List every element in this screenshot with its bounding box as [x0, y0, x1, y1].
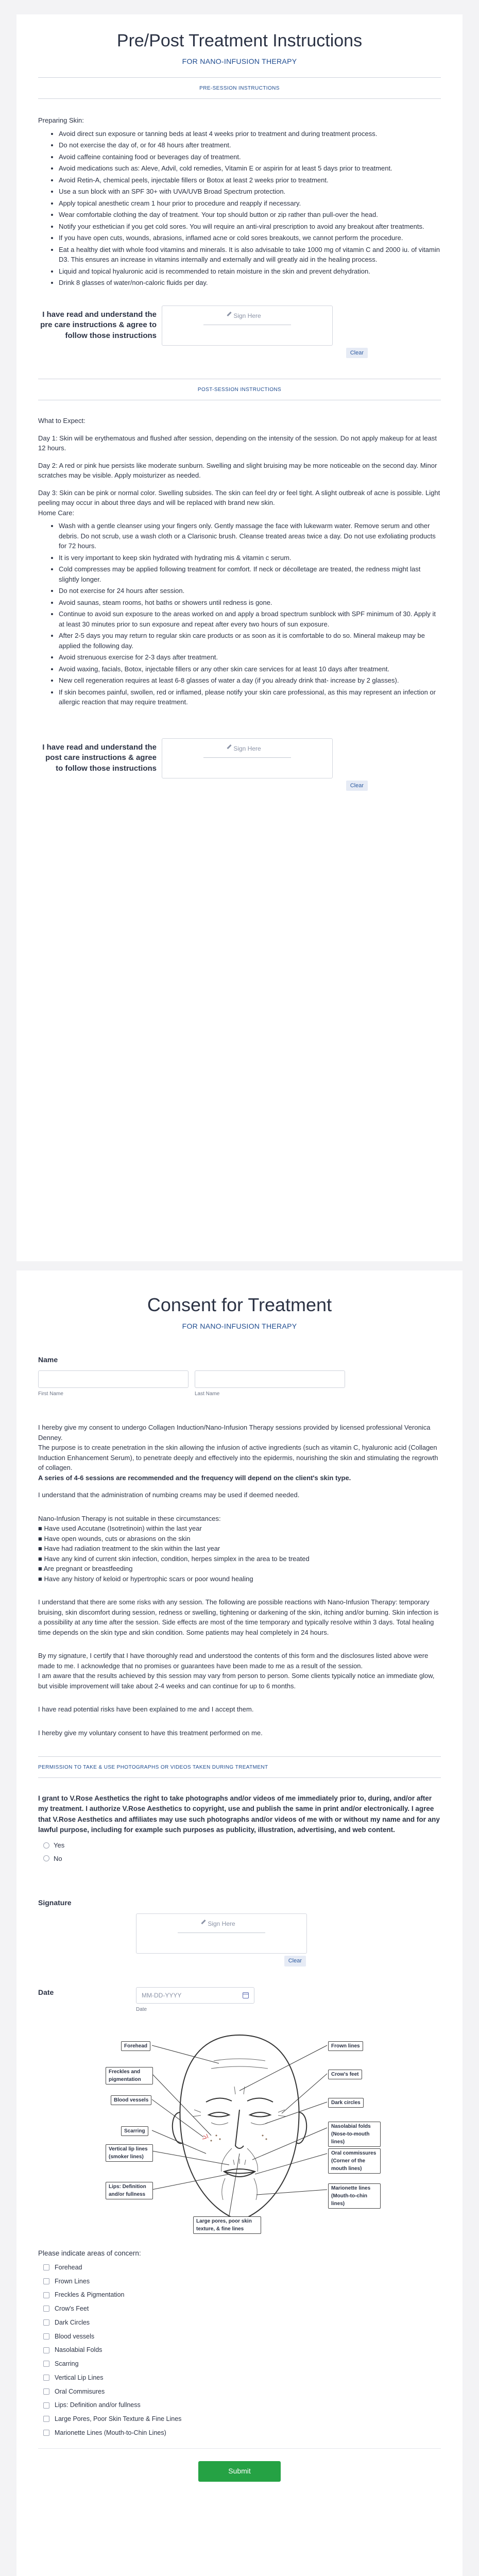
post-signature-pad[interactable] — [162, 738, 333, 778]
label-freckles: Freckles and pigmentation — [106, 2067, 153, 2084]
label-scarring: Scarring — [121, 2126, 148, 2136]
name-label: Name — [38, 1355, 58, 1364]
post-instruction-item: • Wash with a gentle cleanser using your fingers only. Gently massage the face with lukewarm water. Remove serum and other debris. Do not scrub, use a wash cloth or a Clarisonic brush. Cleanse treated areas twice a day. Do not use exfoliating products for 72 hours. — [59, 521, 441, 551]
page-title: Pre/Post Treatment Instructions — [116, 31, 363, 50]
post-instructions-list — [38, 521, 441, 707]
pre-session-header: PRE-SESSION INSTRUCTIONS — [38, 77, 441, 99]
concern-checkbox[interactable] — [43, 2347, 49, 2353]
concern-option-label: Forehead — [55, 2263, 82, 2271]
pre-instruction-item: • Use a sun block with an SPF 30+ with UVA/UVB Broad Spectrum protection. — [59, 187, 441, 197]
signature-line — [203, 757, 291, 758]
date-sublabel: Date — [136, 2006, 147, 2012]
pre-signature-pad[interactable] — [162, 306, 333, 346]
first-name-sublabel: First Name — [38, 1391, 63, 1397]
concern-option[interactable] — [43, 2277, 441, 2286]
day-2-text: Day 2: A red or pink hue persists like moderate sunburn. Swelling and slight bruising may be more noticeable on the second day. Minor scratches may be visible. Apply moisturizer as needed. — [38, 461, 437, 479]
concern-checkbox[interactable] — [43, 2388, 49, 2395]
radio-yes[interactable] — [43, 1842, 49, 1849]
photo-permission-header: PERMISSION TO TAKE & USE PHOTOGRAPHS OR VIDEOS TAKEN DURING TREATMENT — [38, 1756, 441, 1778]
concern-label: Please indicate areas of concern: — [38, 2249, 141, 2257]
concern-checkbox[interactable] — [43, 2306, 49, 2312]
post-instruction-item: • If skin becomes painful, swollen, red or inflamed, please notify your skin care professional, as this may represent an infection or allergic reaction that may require treatment. — [59, 687, 441, 707]
pre-instruction-item: • Notify your esthetician if you get cold sores. You will require an anti-viral prescription to avoid any breakout after treatments. — [59, 222, 441, 232]
radio-no[interactable] — [43, 1855, 49, 1861]
concern-checkbox[interactable] — [43, 2292, 49, 2298]
post-instruction-item: • Cold compresses may be applied following treatment for comfort. If neck or décolletage are treated, the redness might last slightly longer. — [59, 564, 441, 584]
concern-option-label: Scarring — [55, 2360, 79, 2367]
concern-option[interactable] — [43, 2387, 441, 2397]
day-1-text: Day 1: Skin will be erythematous and flushed after session, depending on the intensity of the session. Do not apply makeup for at least 12 hours. — [38, 434, 437, 452]
concern-option[interactable] — [43, 2318, 441, 2328]
pre-instruction-item: • Drink 8 glasses of water/non-caloric fluids per day. — [59, 278, 441, 288]
post-instruction-item: • Do not exercise for 24 hours after session. — [59, 586, 441, 596]
concern-checkbox[interactable] — [43, 2319, 49, 2326]
concern-option[interactable] — [43, 2400, 441, 2410]
calendar-icon[interactable] — [243, 1992, 249, 1998]
consent-p6: By my signature, I certify that I have thoroughly read and understood the contents of this form and the disclosures listed above were made to me. I acknowledge that no promises or guarantees have been made to me as a result of the session. — [38, 1652, 429, 1670]
consent-p8: I have read potential risks have been explained to me and I accept them. — [38, 1705, 254, 1713]
consent-card — [16, 1261, 463, 2576]
concern-option[interactable] — [43, 2332, 441, 2342]
consent-p2: The purpose is to create penetration in the skin allowing the infusion of active ingredients (such as vitamin C, hyaluronic acid (Collagen Induction Enhancement Serum), to penetrate deeply and effectively into the epidermis, nourishing the skin and stimulating the regrowth of collagen. — [38, 1444, 438, 1471]
concern-option[interactable] — [43, 2263, 441, 2273]
concern-checkbox[interactable] — [43, 2264, 49, 2270]
pre-instruction-item: • Do not exercise the day of, or for 48 hours after treatment. — [59, 140, 441, 150]
concern-option[interactable] — [43, 2345, 441, 2355]
label-forehead: Forehead — [121, 2041, 150, 2051]
consent-p3: A series of 4-6 sessions are recommended and the frequency will depend on the client's skin type. — [38, 1473, 351, 1482]
concern-option-label: Large Pores, Poor Skin Texture & Fine Lines — [55, 2415, 182, 2422]
expect-heading: What to Expect: — [38, 417, 85, 425]
post-clear-button[interactable]: Clear — [346, 781, 368, 791]
concern-option[interactable] — [43, 2359, 441, 2369]
pre-instruction-item: • Avoid medications such as: Aleve, Advil, cold remedies, Vitamin E or aspirin for at least 5 days prior to treatment. — [59, 163, 441, 174]
consent-p4: I understand that the administration of numbing creams may be used if deemed needed. — [38, 1491, 300, 1499]
concern-option[interactable] — [43, 2428, 441, 2438]
pre-instruction-item: • Wear comfortable clothing the day of treatment. Your top should button or zip rather than pull-over the head. — [59, 210, 441, 220]
consent-subtitle: FOR NANO-INFUSION THERAPY — [182, 1322, 297, 1330]
concern-option[interactable] — [43, 2373, 441, 2383]
post-instruction-item: • Continue to avoid sun exposure to the areas worked on and apply a broad spectrum sunblock with SPF minimum of 30. Apply it at least 30 minutes prior to sun exposure and repeat after every two hours of sun exposure. — [59, 609, 441, 629]
concern-option[interactable] — [43, 2414, 441, 2424]
concern-checkbox[interactable] — [43, 2416, 49, 2422]
concern-option-label: Lips: Definition and/or fullness — [55, 2401, 141, 2409]
contraindication-list — [38, 1523, 441, 1584]
pre-signature-label: I have read and understand the pre care instructions & agree to follow those instructions — [40, 310, 157, 340]
pre-instruction-item: • Avoid caffeine containing food or beverages day of treatment. — [59, 152, 441, 162]
day-3-text: Day 3: Skin can be pink or normal color. Swelling subsides. The skin can feel dry or feel tight. A slight outbreak of acne is possible. Light peeling may occur in about three days and will be replaced with brand new skin. — [38, 488, 440, 506]
consent-p5: I understand that there are some risks with any session. The following are possible reactions with Nano-Infusion Therapy: temporary bruising, skin discomfort during session, redness or swelling, tightening or darkening of the skin, itching and/or burning. Skin infection is a possibility at any time after the session. Side effects are most of the time temporary and typically resolve within 3 days. Total healing time depends on the skin type and skin condition. Some patients may heal completely in 24 hours. — [38, 1598, 439, 1636]
last-name-input[interactable] — [195, 1370, 345, 1388]
contraindication-item: ■ Have open wounds, cuts or abrasions on the skin — [38, 1534, 191, 1543]
pre-signature-row — [38, 306, 441, 346]
no-label: No — [54, 1854, 62, 1862]
label-nasolabial: Nasolabial folds (Nose-to-mouth lines) — [328, 2122, 381, 2147]
home-care-heading: Home Care: — [38, 509, 75, 517]
concern-checklist — [43, 2263, 441, 2438]
pre-instruction-item: • Apply topical anesthetic cream 1 hour prior to procedure and reapply if necessary. — [59, 198, 441, 209]
submit-button[interactable]: Submit — [198, 2461, 281, 2482]
date-input[interactable] — [136, 1987, 254, 2004]
label-vertical-lip: Vertical lip lines (smoker lines) — [106, 2144, 153, 2162]
label-blood-vessels: Blood vessels — [111, 2095, 151, 2105]
first-name-input[interactable] — [38, 1370, 189, 1388]
label-lips: Lips: Definition and/or fullness — [106, 2182, 153, 2199]
date-placeholder: MM-DD-YYYY — [142, 1991, 182, 1999]
page-subtitle: FOR NANO-INFUSION THERAPY — [182, 57, 297, 65]
label-dark-circles: Dark circles — [328, 2098, 364, 2108]
post-instruction-item: • After 2-5 days you may return to regular skin care products or as soon as it is comfortable to do so. Mineral makeup may be applied the following day. — [59, 631, 441, 651]
prep-heading: Preparing Skin: — [38, 116, 84, 124]
label-frown-lines: Frown lines — [328, 2041, 363, 2051]
face-diagram — [85, 2025, 394, 2241]
concern-option[interactable] — [43, 2304, 441, 2314]
consent-title: Consent for Treatment — [147, 1294, 332, 1315]
concern-option[interactable] — [43, 2290, 441, 2300]
photo-no-option[interactable] — [43, 1854, 441, 1864]
concern-option-label: Oral Commisures — [55, 2387, 105, 2395]
concern-checkbox[interactable] — [43, 2361, 49, 2367]
label-crows-feet: Crow's feet — [328, 2070, 362, 2079]
not-suitable-heading: Nano-Infusion Therapy is not suitable in these circumstances: — [38, 1514, 221, 1522]
post-signature-label: I have read and understand the post care instructions & agree to follow those instructions — [42, 743, 157, 773]
consent-p9: I hereby give my voluntary consent to have this treatment performed on me. — [38, 1728, 263, 1737]
pre-clear-button[interactable]: Clear — [346, 348, 368, 359]
pre-instruction-item: • Avoid Retin-A, chemical peels, injectable fillers or Botox at least 2 weeks prior to treatment. — [59, 175, 441, 185]
treatment-card — [16, 14, 463, 1261]
pre-instructions-list — [38, 129, 441, 288]
concern-option-label: Dark Circles — [55, 2318, 90, 2326]
post-instruction-item: • Avoid strenuous exercise for 2-3 days after treatment. — [59, 652, 441, 663]
concern-checkbox[interactable] — [43, 2375, 49, 2381]
concern-option-label: Vertical Lip Lines — [55, 2374, 104, 2381]
pre-instruction-item: • Eat a healthy diet with whole food vitamins and minerals. It is also advisable to take 1000 mg of vitamin C and 2000 iu. of vitamin D3. This ensures an increase in vitamins internally and externally and will greatly aid in the healing process. — [59, 245, 441, 265]
label-oral-commissures: Oral commissures (Corner of the mouth lines) — [328, 2148, 381, 2174]
pre-instruction-item: • Liquid and topical hyaluronic acid is recommended to retain moisture in the skin and prevent dehydration. — [59, 266, 441, 277]
sign-here-label: Sign Here — [233, 312, 261, 319]
concern-checkbox[interactable] — [43, 2333, 49, 2340]
post-signature-row — [38, 738, 441, 778]
consent-clear-button[interactable]: Clear — [284, 1956, 306, 1967]
concern-checkbox[interactable] — [43, 2278, 49, 2284]
photo-yes-option[interactable] — [43, 1840, 441, 1851]
consent-p7: I am aware that the results achieved by this session may vary from person to person. Some clients typically notice an immediate glow, but visible improvement will take about 2-4 weeks and can continue for up to 6 months. — [38, 1672, 435, 1690]
date-label: Date — [38, 1988, 54, 1996]
divider — [38, 2448, 441, 2449]
signature-label: Signature — [38, 1899, 72, 1907]
contraindication-item: ■ Are pregnant or breastfeeding — [38, 1565, 133, 1572]
concern-option-label: Frown Lines — [55, 2277, 90, 2285]
post-instruction-item: • New cell regeneration requires at least 6-8 glasses of water a day (if you already drink that- increase by 2 glasses). — [59, 675, 441, 686]
pre-instruction-item: • Avoid direct sun exposure or tanning beds at least 4 weeks prior to treatment and during treatment process. — [59, 129, 441, 139]
name-fields — [38, 1370, 441, 1398]
sign-here-label: Sign Here — [233, 744, 261, 752]
contraindication-item: ■ Have any kind of current skin infection, condition, herpes simplex in the area to be treated — [38, 1554, 310, 1563]
last-name-sublabel: Last Name — [195, 1391, 220, 1397]
consent-p1: I hereby give my consent to undergo Collagen Induction/Nano-Infusion Therapy sessions provided by licensed professional Veronica Denney. — [38, 1423, 431, 1442]
photo-question: I grant to V.Rose Aesthetics the right to take photographs and/or videos of me immediately prior to, during, and/or after my treatment. I authorize V.Rose Aesthetics to copyright, use and publish the same in print and/or electronically. I agree that V.Rose Aesthetics and affiliates may use such photographs and/or videos of me with or without my name and for any lawful purpose, including for example such purposes as publicity, illustration, advertising, and web content. — [38, 1794, 440, 1834]
post-instruction-item: • It is very important to keep skin hydrated with hydrating mis & vitamin c serum. — [59, 553, 441, 563]
post-instruction-item: • Avoid saunas, steam rooms, hot baths or showers until redness is gone. — [59, 598, 441, 608]
concern-option-label: Nasolabial Folds — [55, 2346, 102, 2354]
concern-checkbox[interactable] — [43, 2402, 49, 2409]
concern-option-label: Marionette Lines (Mouth-to-Chin Lines) — [55, 2429, 166, 2436]
contraindication-item: ■ Have any history of keloid or hypertrophic scars or poor wound healing — [38, 1574, 253, 1583]
concern-option-label: Blood vessels — [55, 2332, 95, 2340]
consent-signature-pad[interactable] — [136, 1913, 307, 1954]
post-session-header: POST-SESSION INSTRUCTIONS — [38, 379, 441, 400]
pre-instruction-item: • If you have open cuts, wounds, abrasions, inflamed acne or cold sores breakouts, we cannot perform the procedure. — [59, 233, 441, 243]
label-large-pores: Large pores, poor skin texture, & fine lines — [193, 2216, 261, 2234]
yes-label: Yes — [54, 1841, 65, 1849]
contraindication-item: ■ Have had radiation treatment to the skin within the last year — [38, 1545, 220, 1552]
concern-option-label: Freckles & Pigmentation — [55, 2291, 125, 2299]
sign-here-label: Sign Here — [208, 1920, 235, 1927]
label-marionette: Marionette lines (Mouth-to-chin lines) — [328, 2183, 381, 2209]
post-instruction-item: • Avoid waxing, facials, Botox, injectable fillers or any other skin care services for at least 10 days after treatment. — [59, 664, 441, 674]
concern-option-label: Crow's Feet — [55, 2305, 89, 2312]
contraindication-item: ■ Have used Accutane (Isotretinoin) within the last year — [38, 1524, 202, 1532]
concern-checkbox[interactable] — [43, 2430, 49, 2436]
